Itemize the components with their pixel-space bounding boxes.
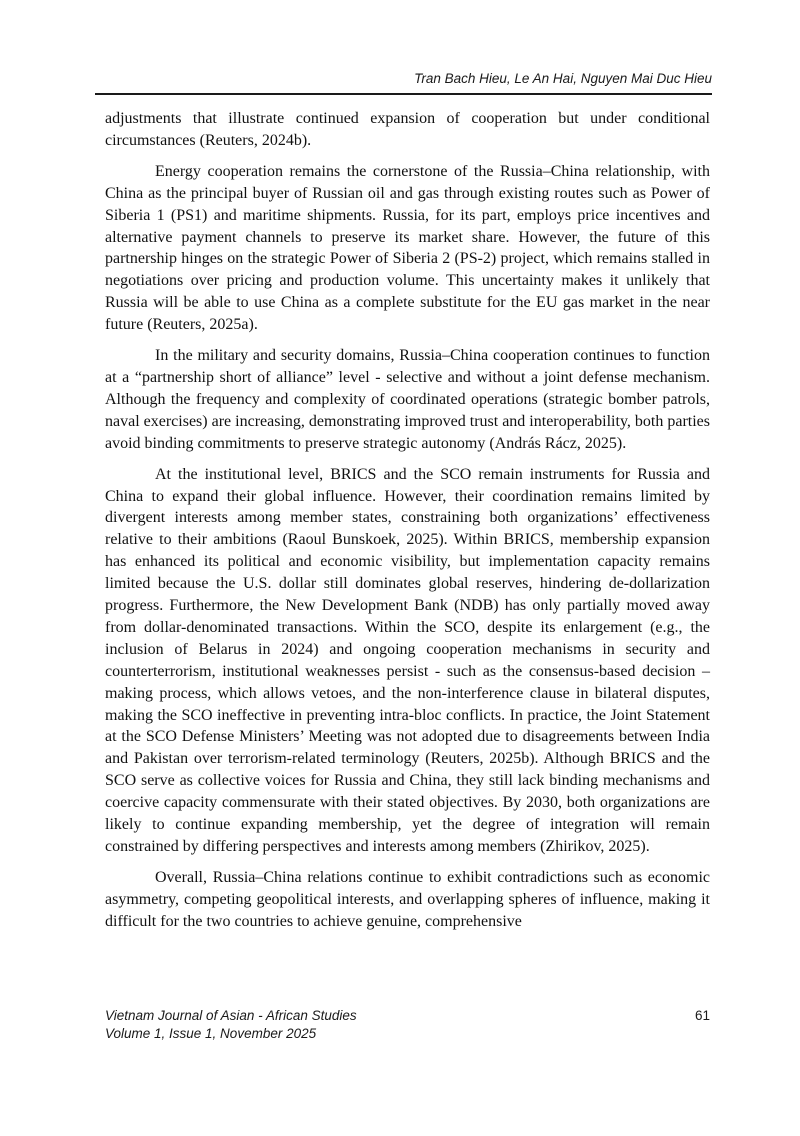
footer-journal-title: Vietnam Journal of Asian - African Studies (105, 1008, 357, 1023)
page-body (105, 108, 710, 942)
footer-journal-info (105, 1007, 357, 1042)
body-paragraph: In the military and security domains, Russia–China cooperation continues to function at a “partnership short of alliance” level - selective and without a joint defense mechanism. Although the frequency and complexity of coordinated operations (strategic bomber patrols, naval exercises) are increasing, demonstrating improved trust and interoperability, both parties avoid binding commitments to preserve strategic autonomy (András Rácz, 2025). (105, 347, 710, 452)
footer-issue-line: Volume 1, Issue 1, November 2025 (105, 1025, 317, 1041)
body-paragraph: Overall, Russia–China relations continue to exhibit contradictions such as economic asymmetry, competing geopolitical interests, and overlapping spheres of influence, making it difficult for the two countries to achieve genuine, comprehensive (105, 868, 710, 930)
running-header (95, 70, 712, 95)
body-paragraph: Energy cooperation remains the cornerstone of the Russia–China relationship, with China as the principal buyer of Russian oil and gas through existing routes such as Power of Siberia 1 (PS1) and maritime shipments. Russia, for its part, employs price incentives and alternative payment channels to preserve its market share. However, the future of this partnership hinges on the strategic Power of Siberia 2 (PS-2) project, which remains stalled in negotiations over pricing and production volume. This uncertainty makes it unlikely that Russia will be able to use China as a complete substitute for the EU gas market in the near future (Reuters, 2025a). (105, 162, 710, 334)
running-head-authors: Tran Bach Hieu, Le An Hai, Nguyen Mai Duc Hieu (414, 71, 712, 86)
body-paragraph: adjustments that illustrate continued expansion of cooperation but under conditional circumstances (Reuters, 2024b). (105, 110, 710, 149)
body-paragraph: At the institutional level, BRICS and the SCO remain instruments for Russia and China to expand their global influence. However, their coordination remains limited by divergent interests among member states, constraining both organizations’ effectiveness relative to their ambitions (Raoul Bunskoek, 2025). Within BRICS, membership expansion has enhanced its political and economic visibility, but implementation capacity remains limited because the U.S. dollar still dominates global reserves, hindering de-dollarization progress. Furthermore, the New Development Bank (NDB) has only partially moved away from dollar-denominated transactions. Within the SCO, despite its enlargement (e.g., the inclusion of Belarus in 2024) and ongoing cooperation mechanisms in security and counterterrorism, institutional weaknesses persist - such as the consensus-based decision – making process, which allows vetoes, and the non-interference clause in bilateral disputes, making the SCO ineffective in preventing intra-bloc conflicts. In practice, the Joint Statement at the SCO Defense Ministers’ Meeting was not adopted due to disagreements between India and Pakistan over terrorism-related terminology (Reuters, 2025b). Although BRICS and the SCO serve as collective voices for Russia and China, they still lack binding mechanisms and coercive capacity commensurate with their stated objectives. By 2030, both organizations are likely to continue expanding membership, yet the degree of integration will remain constrained by differing perspectives and interests among members (Zhirikov, 2025). (105, 465, 710, 855)
page-footer (105, 1007, 710, 1042)
page-number: 61 (694, 1008, 710, 1023)
